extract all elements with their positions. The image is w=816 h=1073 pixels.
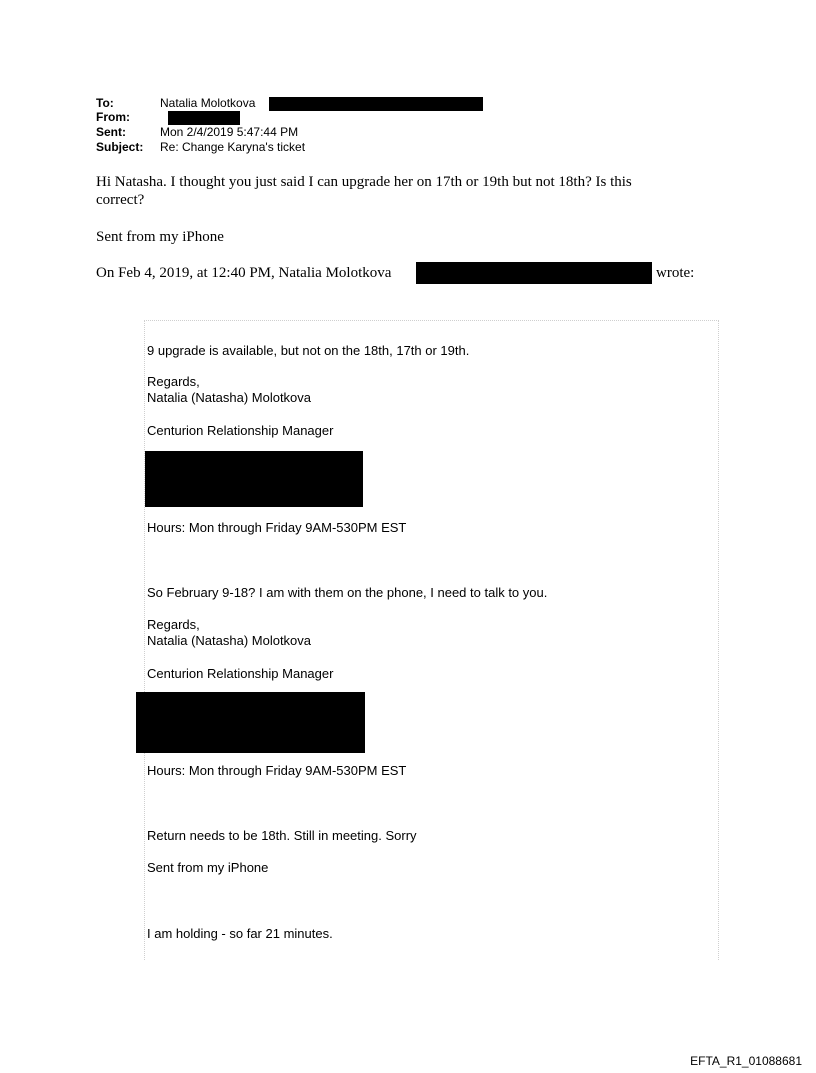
body-sent-from: Sent from my iPhone bbox=[96, 229, 224, 245]
redaction-sender-email bbox=[416, 262, 652, 284]
redaction-to-email bbox=[269, 97, 483, 111]
redaction-signature-2 bbox=[136, 692, 365, 753]
body-line-2: correct? bbox=[96, 192, 145, 208]
to-value: Natalia Molotkova bbox=[160, 96, 256, 110]
quote-message-3: Return needs to be 18th. Still in meeting. Sorry bbox=[147, 828, 417, 843]
redaction-signature-1 bbox=[145, 451, 363, 507]
quote-regards-2: Regards, bbox=[147, 617, 200, 632]
quote-regards-1: Regards, bbox=[147, 374, 200, 389]
quote-message-1: 9 upgrade is available, but not on the 18th, 17th or 19th. bbox=[147, 343, 470, 358]
from-label: From: bbox=[96, 110, 130, 124]
redaction-from bbox=[168, 111, 240, 125]
quote-hours-1: Hours: Mon through Friday 9AM-530PM EST bbox=[147, 520, 407, 535]
quote-hours-2: Hours: Mon through Friday 9AM-530PM EST bbox=[147, 763, 407, 778]
subject-value: Re: Change Karyna's ticket bbox=[160, 140, 306, 154]
quote-intro-prefix: On Feb 4, 2019, at 12:40 PM, Natalia Molotkova bbox=[96, 265, 392, 281]
quote-name-1: Natalia (Natasha) Molotkova bbox=[147, 390, 312, 405]
quote-intro-suffix: wrote: bbox=[656, 265, 695, 281]
quote-message-4: I am holding - so far 21 minutes. bbox=[147, 926, 333, 941]
subject-label: Subject: bbox=[96, 140, 144, 154]
to-label: To: bbox=[96, 96, 114, 110]
quote-sent-from: Sent from my iPhone bbox=[147, 860, 269, 875]
body-line-1: Hi Natasha. I thought you just said I can upgrade her on 17th or 19th but not 18th? Is this bbox=[96, 174, 632, 190]
sent-label: Sent: bbox=[96, 125, 126, 139]
quote-message-2: So February 9-18? I am with them on the phone, I need to talk to you. bbox=[147, 585, 548, 600]
sent-value: Mon 2/4/2019 5:47:44 PM bbox=[160, 125, 299, 139]
quote-title-1: Centurion Relationship Manager bbox=[147, 423, 334, 438]
bates-number: EFTA_R1_01088681 bbox=[690, 1054, 802, 1068]
quote-name-2: Natalia (Natasha) Molotkova bbox=[147, 633, 312, 648]
quote-title-2: Centurion Relationship Manager bbox=[147, 666, 334, 681]
